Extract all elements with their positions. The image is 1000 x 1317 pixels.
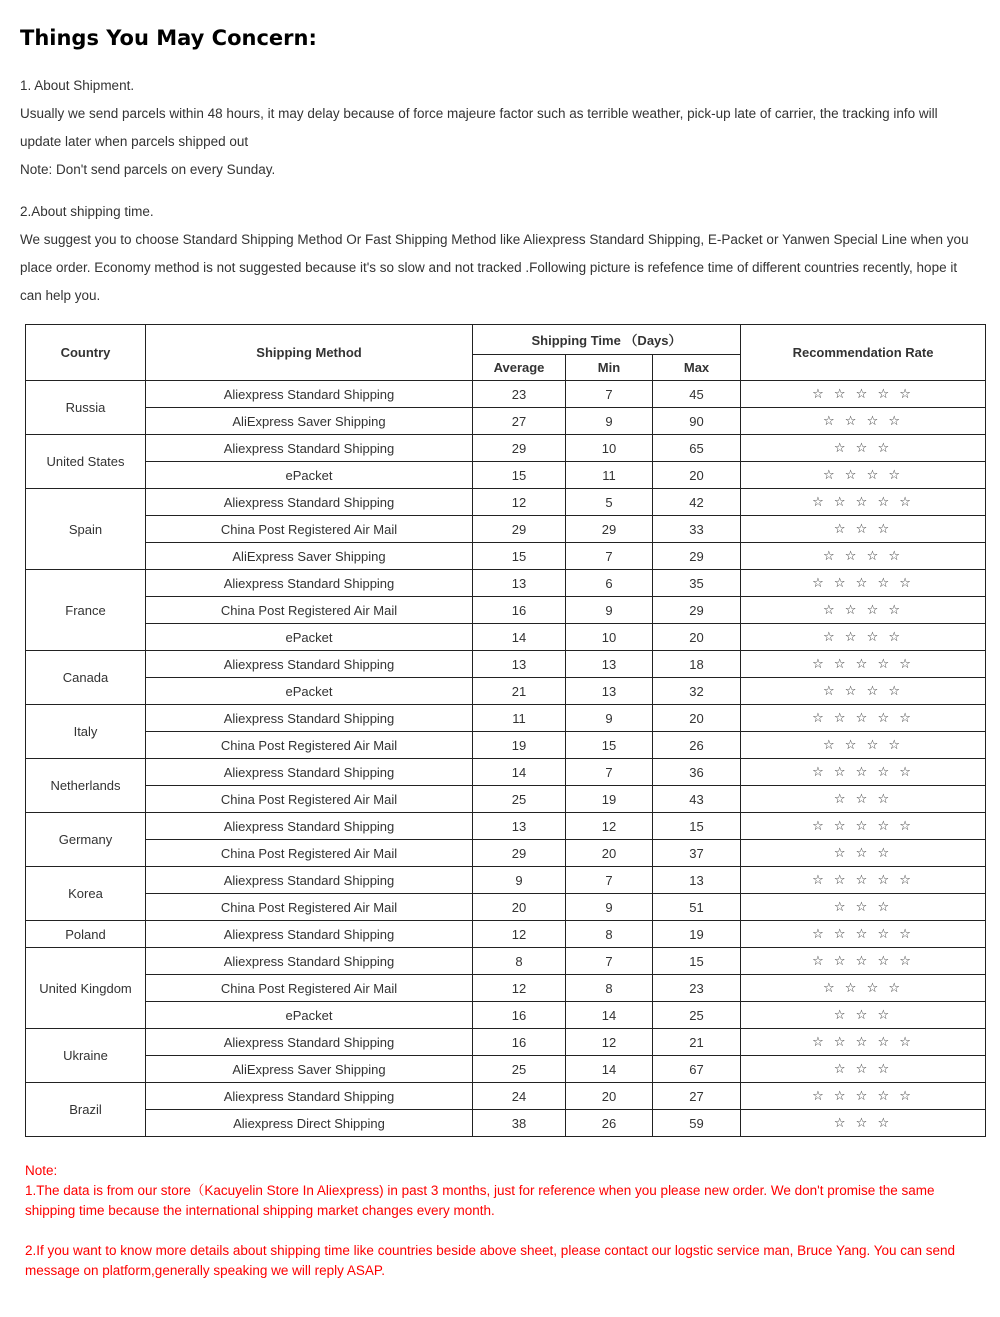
section-about-shipment	[20, 72, 980, 184]
min-cell: 9	[566, 597, 653, 624]
star-outline-icon: ☆ ☆ ☆ ☆ ☆	[741, 489, 986, 516]
average-cell: 8	[473, 948, 566, 975]
min-cell: 8	[566, 975, 653, 1002]
star-outline-icon: ☆ ☆ ☆ ☆	[741, 462, 986, 489]
column-header-min: Min	[566, 355, 653, 381]
min-cell: 8	[566, 921, 653, 948]
max-cell: 23	[653, 975, 741, 1002]
method-cell: China Post Registered Air Mail	[146, 516, 473, 543]
method-cell: AliExpress Saver Shipping	[146, 1056, 473, 1083]
column-header-country: Country	[26, 325, 146, 381]
average-cell: 27	[473, 408, 566, 435]
method-cell: Aliexpress Standard Shipping	[146, 651, 473, 678]
star-outline-icon: ☆ ☆ ☆	[741, 786, 986, 813]
star-outline-icon: ☆ ☆ ☆ ☆	[741, 678, 986, 705]
method-cell: Aliexpress Direct Shipping	[146, 1110, 473, 1137]
section-paragraph: Note: Don't send parcels on every Sunday.	[20, 162, 276, 177]
max-cell: 36	[653, 759, 741, 786]
average-cell: 25	[473, 786, 566, 813]
star-outline-icon: ☆ ☆ ☆ ☆	[741, 975, 986, 1002]
method-cell: AliExpress Saver Shipping	[146, 543, 473, 570]
method-cell: China Post Registered Air Mail	[146, 840, 473, 867]
star-outline-icon: ☆ ☆ ☆	[741, 840, 986, 867]
star-outline-icon: ☆ ☆ ☆ ☆ ☆	[741, 813, 986, 840]
star-outline-icon: ☆ ☆ ☆	[741, 894, 986, 921]
min-cell: 10	[566, 435, 653, 462]
method-cell: AliExpress Saver Shipping	[146, 408, 473, 435]
table-row	[26, 435, 986, 462]
min-cell: 20	[566, 840, 653, 867]
max-cell: 67	[653, 1056, 741, 1083]
method-cell: Aliexpress Standard Shipping	[146, 759, 473, 786]
average-cell: 14	[473, 759, 566, 786]
column-header-average: Average	[473, 355, 566, 381]
table-row	[26, 948, 986, 975]
average-cell: 13	[473, 651, 566, 678]
table-header-row	[26, 325, 986, 355]
max-cell: 27	[653, 1083, 741, 1110]
star-outline-icon: ☆ ☆ ☆ ☆	[741, 543, 986, 570]
table-row	[26, 570, 986, 597]
average-cell: 11	[473, 705, 566, 732]
star-outline-icon: ☆ ☆ ☆ ☆ ☆	[741, 651, 986, 678]
shipping-table-body	[26, 381, 986, 1137]
min-cell: 26	[566, 1110, 653, 1137]
max-cell: 20	[653, 624, 741, 651]
min-cell: 13	[566, 651, 653, 678]
min-cell: 20	[566, 1083, 653, 1110]
country-cell: United States	[26, 435, 146, 489]
average-cell: 16	[473, 597, 566, 624]
average-cell: 29	[473, 516, 566, 543]
average-cell: 13	[473, 813, 566, 840]
star-outline-icon: ☆ ☆ ☆ ☆	[741, 597, 986, 624]
min-cell: 29	[566, 516, 653, 543]
method-cell: Aliexpress Standard Shipping	[146, 489, 473, 516]
table-row	[26, 1029, 986, 1056]
note-paragraph: 1.The data is from our store（Kacuyelin Store In Aliexpress) in past 3 months, just for reference when you please new order. We don't promise the same shipping time because the international shipping market changes every month.	[25, 1183, 935, 1218]
max-cell: 25	[653, 1002, 741, 1029]
table-row	[26, 894, 986, 921]
method-cell: Aliexpress Standard Shipping	[146, 1029, 473, 1056]
method-cell: China Post Registered Air Mail	[146, 732, 473, 759]
min-cell: 6	[566, 570, 653, 597]
table-row	[26, 975, 986, 1002]
average-cell: 15	[473, 462, 566, 489]
method-cell: ePacket	[146, 462, 473, 489]
average-cell: 25	[473, 1056, 566, 1083]
country-cell: Ukraine	[26, 1029, 146, 1083]
section-shipping-time	[20, 198, 980, 310]
method-cell: Aliexpress Standard Shipping	[146, 921, 473, 948]
average-cell: 29	[473, 435, 566, 462]
average-cell: 16	[473, 1002, 566, 1029]
min-cell: 11	[566, 462, 653, 489]
method-cell: China Post Registered Air Mail	[146, 597, 473, 624]
country-cell: Netherlands	[26, 759, 146, 813]
table-row	[26, 1083, 986, 1110]
table-row	[26, 408, 986, 435]
method-cell: China Post Registered Air Mail	[146, 975, 473, 1002]
max-cell: 29	[653, 597, 741, 624]
table-row	[26, 462, 986, 489]
max-cell: 59	[653, 1110, 741, 1137]
country-cell: France	[26, 570, 146, 651]
method-cell: Aliexpress Standard Shipping	[146, 867, 473, 894]
min-cell: 15	[566, 732, 653, 759]
min-cell: 5	[566, 489, 653, 516]
shipping-time-table	[25, 324, 986, 1137]
average-cell: 19	[473, 732, 566, 759]
min-cell: 7	[566, 867, 653, 894]
method-cell: Aliexpress Standard Shipping	[146, 813, 473, 840]
country-cell: Brazil	[26, 1083, 146, 1137]
table-row	[26, 921, 986, 948]
method-cell: Aliexpress Standard Shipping	[146, 705, 473, 732]
star-outline-icon: ☆ ☆ ☆ ☆	[741, 408, 986, 435]
table-row	[26, 759, 986, 786]
table-row	[26, 705, 986, 732]
max-cell: 37	[653, 840, 741, 867]
min-cell: 14	[566, 1056, 653, 1083]
max-cell: 90	[653, 408, 741, 435]
country-cell: Germany	[26, 813, 146, 867]
column-header-shipping-time-days: Shipping Time （Days）	[473, 325, 741, 355]
section-heading: 2.About shipping time.	[20, 204, 154, 219]
max-cell: 20	[653, 462, 741, 489]
min-cell: 10	[566, 624, 653, 651]
star-outline-icon: ☆ ☆ ☆ ☆ ☆	[741, 948, 986, 975]
table-row	[26, 597, 986, 624]
average-cell: 29	[473, 840, 566, 867]
country-cell: Poland	[26, 921, 146, 948]
max-cell: 19	[653, 921, 741, 948]
average-cell: 12	[473, 921, 566, 948]
method-cell: ePacket	[146, 1002, 473, 1029]
average-cell: 24	[473, 1083, 566, 1110]
min-cell: 7	[566, 948, 653, 975]
min-cell: 12	[566, 813, 653, 840]
min-cell: 13	[566, 678, 653, 705]
method-cell: Aliexpress Standard Shipping	[146, 948, 473, 975]
country-cell: Italy	[26, 705, 146, 759]
table-row	[26, 813, 986, 840]
star-outline-icon: ☆ ☆ ☆ ☆ ☆	[741, 921, 986, 948]
max-cell: 15	[653, 813, 741, 840]
min-cell: 9	[566, 408, 653, 435]
star-outline-icon: ☆ ☆ ☆ ☆ ☆	[741, 381, 986, 408]
max-cell: 21	[653, 1029, 741, 1056]
country-cell: Russia	[26, 381, 146, 435]
max-cell: 65	[653, 435, 741, 462]
max-cell: 29	[653, 543, 741, 570]
notes-section	[25, 1161, 975, 1281]
average-cell: 20	[473, 894, 566, 921]
max-cell: 15	[653, 948, 741, 975]
star-outline-icon: ☆ ☆ ☆ ☆	[741, 732, 986, 759]
min-cell: 7	[566, 543, 653, 570]
average-cell: 12	[473, 975, 566, 1002]
min-cell: 9	[566, 705, 653, 732]
method-cell: China Post Registered Air Mail	[146, 894, 473, 921]
method-cell: Aliexpress Standard Shipping	[146, 1083, 473, 1110]
average-cell: 16	[473, 1029, 566, 1056]
table-header	[26, 325, 986, 381]
table-row	[26, 678, 986, 705]
max-cell: 51	[653, 894, 741, 921]
star-outline-icon: ☆ ☆ ☆	[741, 1110, 986, 1137]
average-cell: 23	[473, 381, 566, 408]
min-cell: 14	[566, 1002, 653, 1029]
country-cell: Korea	[26, 867, 146, 921]
average-cell: 9	[473, 867, 566, 894]
table-row	[26, 489, 986, 516]
star-outline-icon: ☆ ☆ ☆ ☆ ☆	[741, 705, 986, 732]
method-cell: Aliexpress Standard Shipping	[146, 381, 473, 408]
star-outline-icon: ☆ ☆ ☆	[741, 435, 986, 462]
country-cell: Spain	[26, 489, 146, 570]
star-outline-icon: ☆ ☆ ☆ ☆ ☆	[741, 759, 986, 786]
star-outline-icon: ☆ ☆ ☆ ☆ ☆	[741, 1083, 986, 1110]
page-title: Things You May Concern:	[20, 26, 317, 50]
star-outline-icon: ☆ ☆ ☆ ☆	[741, 624, 986, 651]
method-cell: Aliexpress Standard Shipping	[146, 570, 473, 597]
table-row	[26, 1110, 986, 1137]
method-cell: ePacket	[146, 624, 473, 651]
average-cell: 13	[473, 570, 566, 597]
section-heading: 1. About Shipment.	[20, 78, 135, 93]
average-cell: 38	[473, 1110, 566, 1137]
table-row	[26, 543, 986, 570]
max-cell: 13	[653, 867, 741, 894]
table-row	[26, 516, 986, 543]
min-cell: 7	[566, 759, 653, 786]
method-cell: ePacket	[146, 678, 473, 705]
max-cell: 42	[653, 489, 741, 516]
max-cell: 26	[653, 732, 741, 759]
max-cell: 45	[653, 381, 741, 408]
max-cell: 20	[653, 705, 741, 732]
max-cell: 35	[653, 570, 741, 597]
star-outline-icon: ☆ ☆ ☆	[741, 1002, 986, 1029]
max-cell: 32	[653, 678, 741, 705]
min-cell: 19	[566, 786, 653, 813]
table-row	[26, 1056, 986, 1083]
table-row	[26, 381, 986, 408]
min-cell: 7	[566, 381, 653, 408]
average-cell: 21	[473, 678, 566, 705]
table-row	[26, 651, 986, 678]
average-cell: 15	[473, 543, 566, 570]
average-cell: 14	[473, 624, 566, 651]
section-paragraph: Usually we send parcels within 48 hours, it may delay because of force majeure factor such as terrible weather, pick-up late of carrier, the tracking info will update later when parcels shipped out	[20, 106, 938, 149]
star-outline-icon: ☆ ☆ ☆ ☆ ☆	[741, 570, 986, 597]
star-outline-icon: ☆ ☆ ☆ ☆ ☆	[741, 1029, 986, 1056]
star-outline-icon: ☆ ☆ ☆ ☆ ☆	[741, 867, 986, 894]
max-cell: 33	[653, 516, 741, 543]
country-cell: United Kingdom	[26, 948, 146, 1029]
column-header-shipping-method: Shipping Method	[146, 325, 473, 381]
star-outline-icon: ☆ ☆ ☆	[741, 516, 986, 543]
table-row	[26, 867, 986, 894]
table-row	[26, 624, 986, 651]
table-row	[26, 840, 986, 867]
method-cell: China Post Registered Air Mail	[146, 786, 473, 813]
method-cell: Aliexpress Standard Shipping	[146, 435, 473, 462]
max-cell: 43	[653, 786, 741, 813]
column-header-max: Max	[653, 355, 741, 381]
note-paragraph: 2.If you want to know more details about shipping time like countries beside above sheet, please contact our logstic service man, Bruce Yang. You can send message on platform,generally speaking we will reply ASAP.	[25, 1243, 956, 1278]
star-outline-icon: ☆ ☆ ☆	[741, 1056, 986, 1083]
table-row	[26, 786, 986, 813]
min-cell: 12	[566, 1029, 653, 1056]
section-paragraph: We suggest you to choose Standard Shipping Method Or Fast Shipping Method like Aliexpress Standard Shipping, E-Packet or Yanwen Special Line when you place order. Economy method is not suggested because it's so slow and not tracked .Following picture is refefence time of different countries recently, hope it can help you.	[20, 232, 969, 303]
table-row	[26, 732, 986, 759]
notes-heading: Note:	[25, 1163, 58, 1178]
max-cell: 18	[653, 651, 741, 678]
average-cell: 12	[473, 489, 566, 516]
table-row	[26, 1002, 986, 1029]
column-header-recommendation-rate: Recommendation Rate	[741, 325, 986, 381]
min-cell: 9	[566, 894, 653, 921]
country-cell: Canada	[26, 651, 146, 705]
